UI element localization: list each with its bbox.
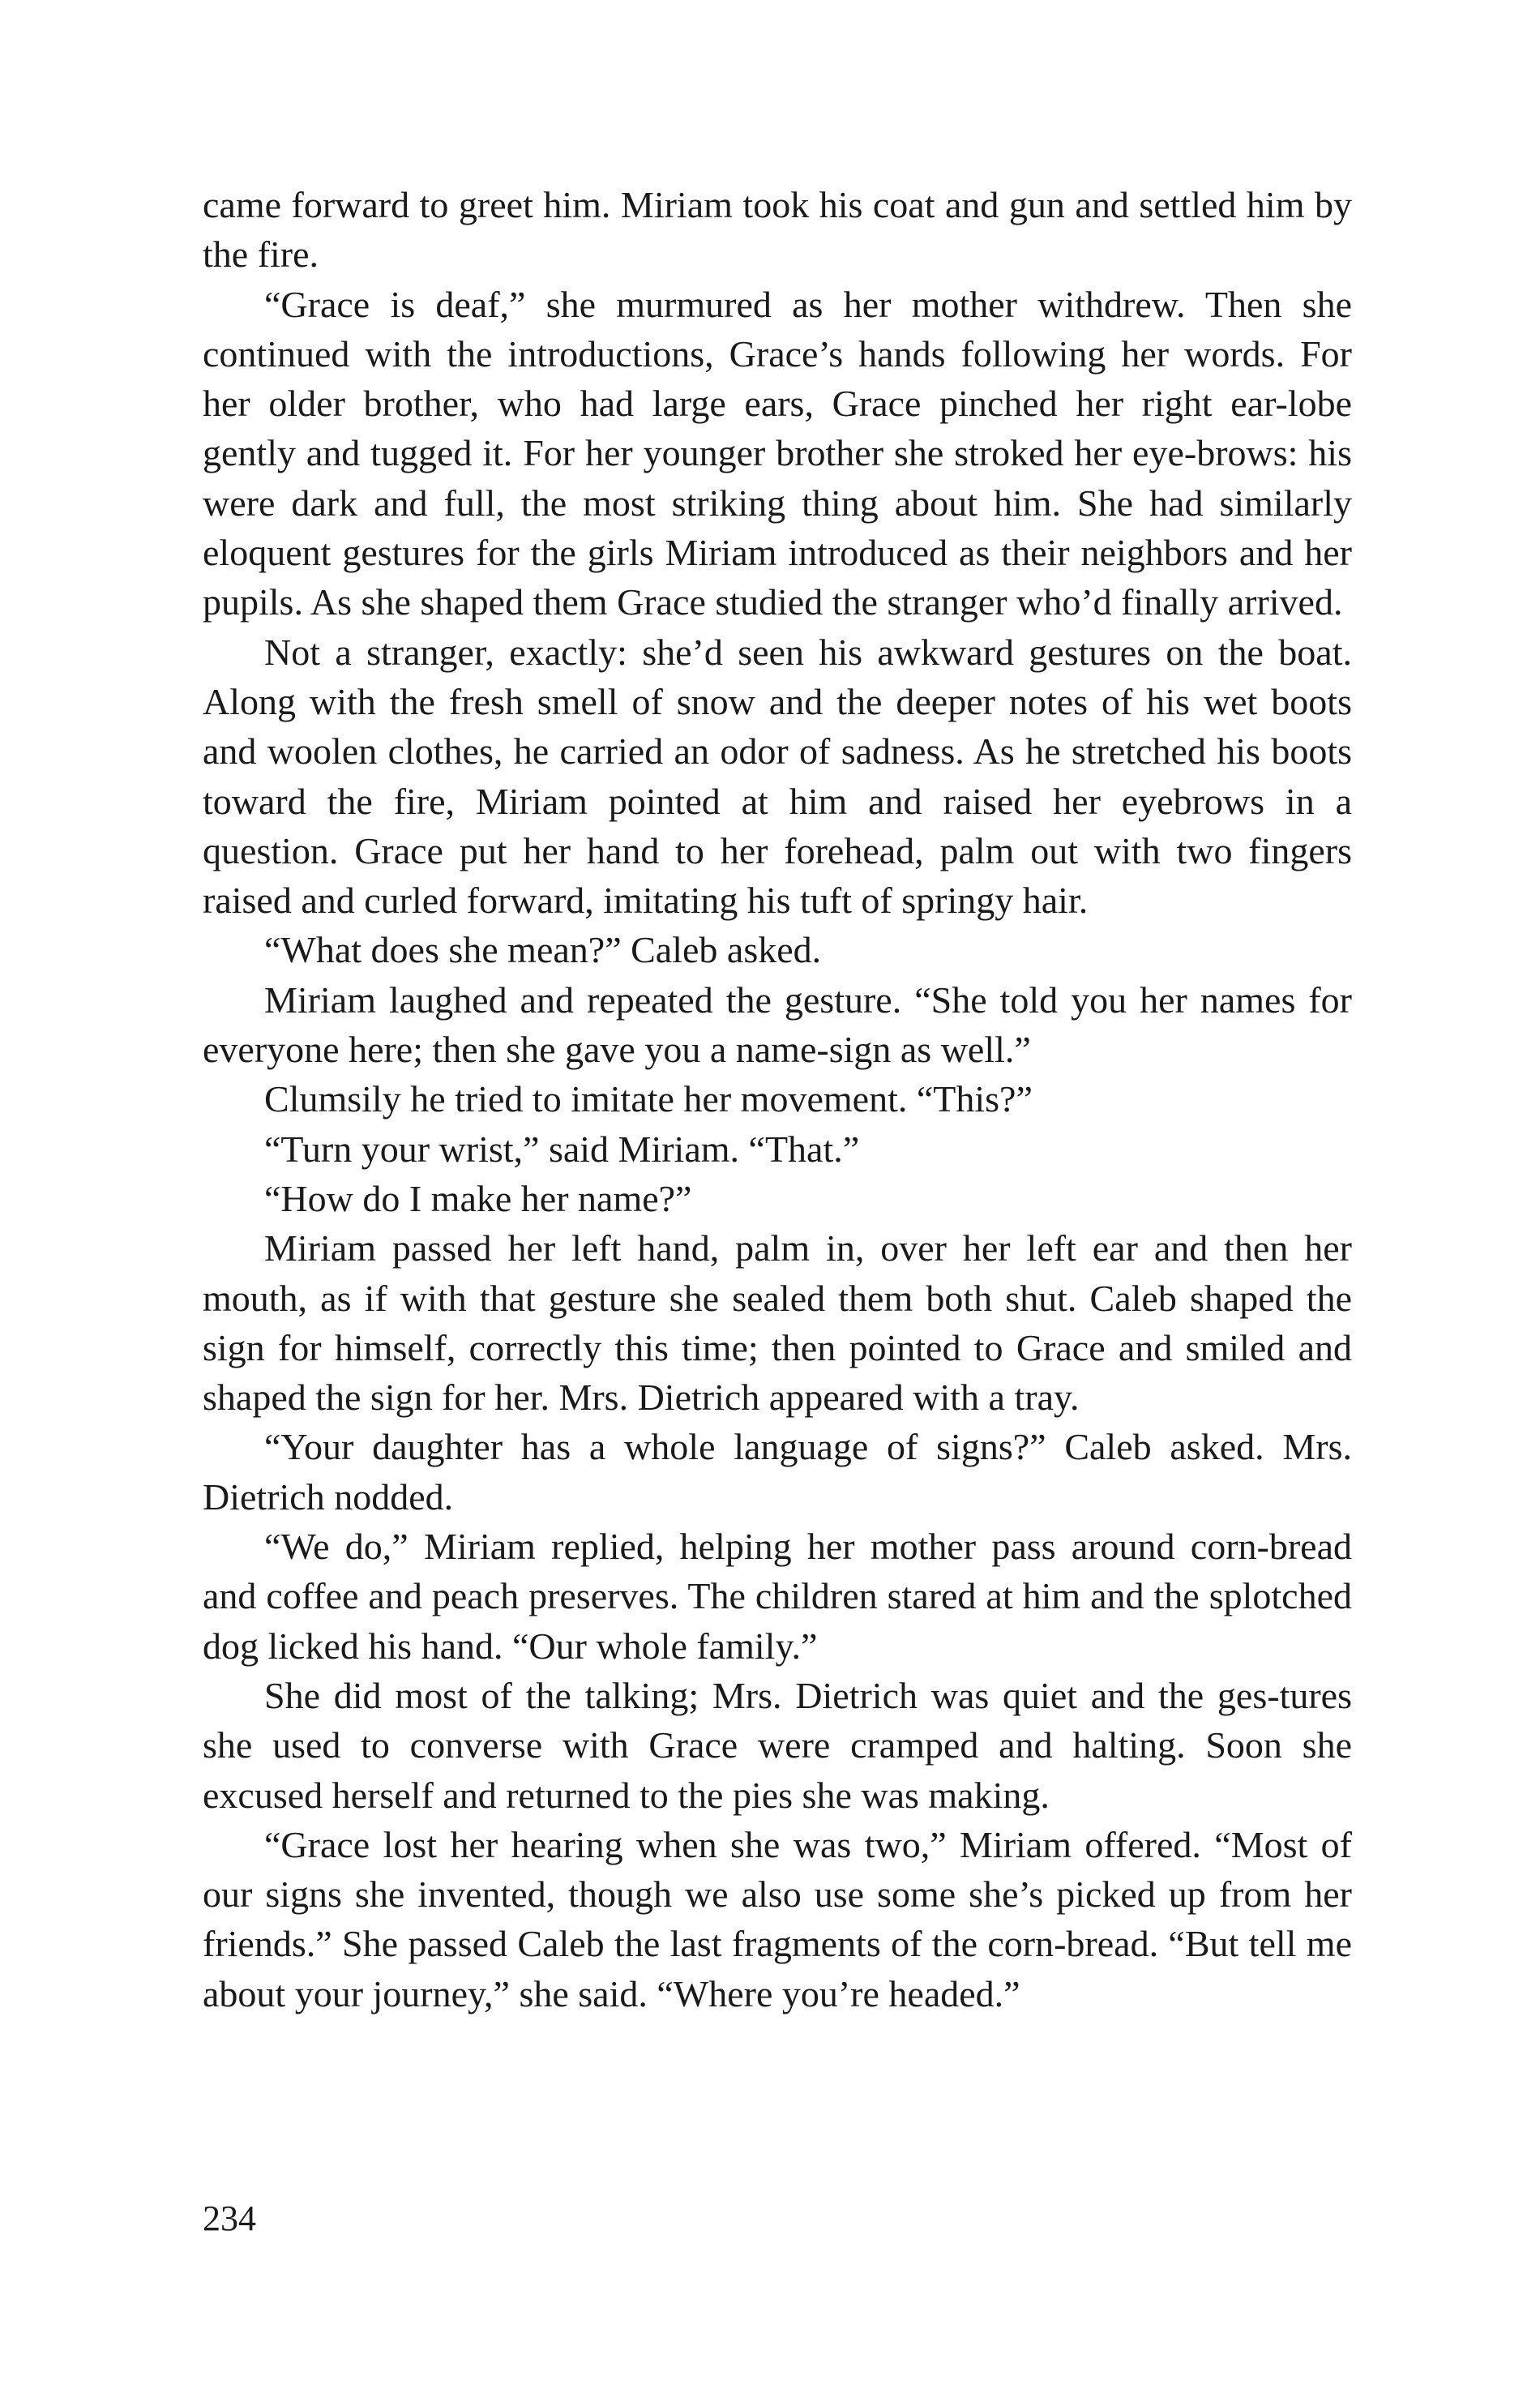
- paragraph: came forward to greet him. Miriam took his coat and gun and settled him by the fire.: [203, 184, 1352, 276]
- paragraph: Clumsily he tried to imitate her movement. “This?”: [264, 1078, 1033, 1120]
- paragraph: Miriam passed her left hand, palm in, over her left ear and then her mouth, as if with that gesture she sealed them both shut. Caleb shaped the sign for himself, correctly this time; then pointed to Grace and smiled and shaped the sign for her. Mrs. Dietrich appeared with a tray.: [203, 1227, 1352, 1419]
- paragraph: “What does she mean?” Caleb asked.: [264, 929, 822, 971]
- body-text: [203, 180, 1352, 2019]
- paragraph: “Your daughter has a whole language of signs?” Caleb asked. Mrs. Dietrich nodded.: [203, 1426, 1352, 1518]
- paragraph: Miriam laughed and repeated the gesture. “She told you her names for everyone here; then she gave you a name-sign as well.”: [203, 978, 1352, 1071]
- paragraph: “Grace lost her hearing when she was two,” Miriam offered. “Most of our signs she invented, though we also use some she’s picked up from her friends.” She passed Caleb the last fragments of the corn-bread. “But tell me about your journey,” she said. “Where you’re headed.”: [203, 1823, 1352, 2014]
- paragraph: “Turn your wrist,” said Miriam. “That.”: [264, 1128, 860, 1170]
- page-number: 234: [203, 2198, 256, 2238]
- paragraph: She did most of the talking; Mrs. Dietrich was quiet and the ges-tures she used to converse with Grace were cramped and halting. Soon she excused herself and returned to the pies she was making.: [203, 1674, 1352, 1816]
- paragraph: “We do,” Miriam replied, helping her mother pass around corn-bread and coffee and peach preserves. The children stared at him and the splotched dog licked his hand. “Our whole family.”: [203, 1526, 1352, 1667]
- paragraph: “Grace is deaf,” she murmured as her mother withdrew. Then she continued with the introductions, Grace’s hands following her words. For her older brother, who had large ears, Grace pinched her right ear-lobe gently and tugged it. For her younger brother she stroked her eye-brows: his were dark and full, the most striking thing about him. She had similarly eloquent gestures for the girls Miriam introduced as their neighbors and her pupils. As she shaped them Grace studied the stranger who’d finally arrived.: [203, 283, 1352, 623]
- paragraph: Not a stranger, exactly: she’d seen his awkward gestures on the boat. Along with the fresh smell of snow and the deeper notes of his wet boots and woolen clothes, he carried an odor of sadness. As he stretched his boots toward the fire, Miriam pointed at him and raised her eyebrows in a question. Grace put her hand to her forehead, palm out with two fingers raised and curled forward, imitating his tuft of springy hair.: [203, 631, 1352, 922]
- paragraph: “How do I make her name?”: [264, 1177, 692, 1219]
